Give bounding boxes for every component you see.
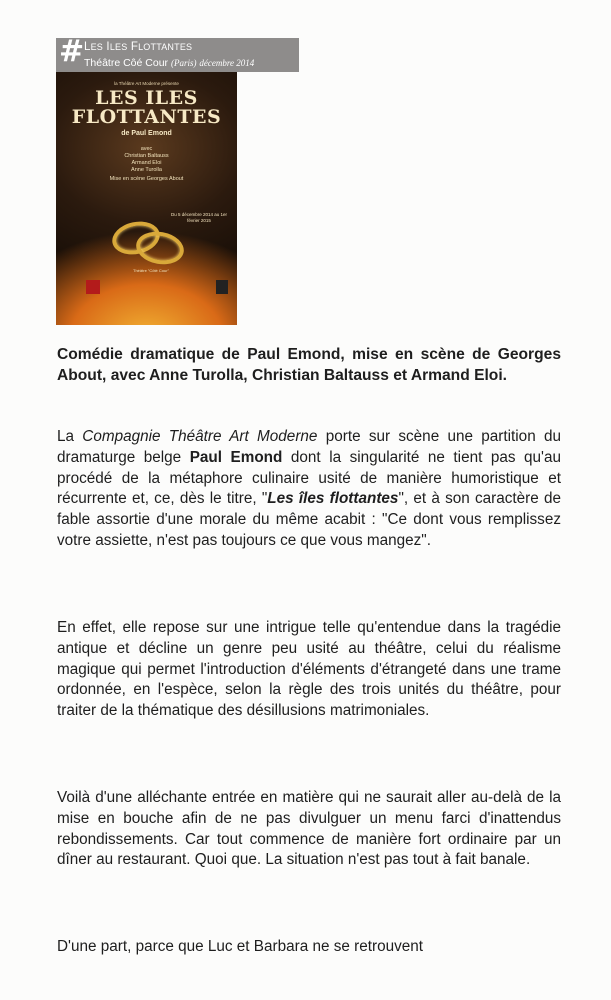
article-paragraph-2: En effet, elle repose sur une intrigue telle qu'entendue dans la tragédie antique et décline un genre peu usité au théâtre, celui du réalisme magique qui permet l'introduction d'éléments d'étrangeté dans une trame ordonnée, en l'espèce, selon la règle des trois unités du théâtre, pour traiter de la thématique des désillusions matrimoniales. — [57, 619, 561, 720]
header-banner — [56, 38, 299, 72]
article-paragraph-3: Voilà d'une alléchante entrée en matière qui ne saurait aller au-delà de la mise en bouche afin de ne pas divulguer un menu farci d'inattendus rebondissements. Car tout commence de manière fort ordinaire par un dîner au restaurant. Quoi que. La situation n'est pas tout à fait banale. — [57, 789, 561, 869]
show-date: décembre 2014 — [199, 58, 255, 68]
poster-venue: Théâtre "Côté Cour" — [133, 268, 169, 273]
show-poster — [56, 72, 237, 325]
venue-name: Théâtre Côé Cour — [84, 57, 169, 69]
poster-cast: avec Christian Baltauss Armand Eloi Anne Turolla Mise en scène Georges About — [109, 146, 184, 182]
poster-author: de Paul Emond — [121, 130, 172, 137]
poster-dates: Du 5 décembre 2014 au 1er février 2015 — [170, 212, 228, 223]
venue-city: (Paris) — [170, 58, 197, 68]
article-lead: Comédie dramatique de Paul Emond, mise en scène de Georges About, avec Anne Turolla, Christian Baltauss et Armand Eloi. — [57, 346, 561, 384]
poster-title: LES ILES FLOTTANTES — [71, 87, 222, 128]
show-title: LES ILES FLOTTANTES — [84, 41, 193, 53]
festival-logo — [86, 280, 100, 294]
article-paragraph-4: D'une part, parce que Luc et Barbara ne se retrouvent — [57, 938, 424, 955]
poster-presents: la Théâtre Art Moderne présente — [114, 81, 179, 86]
article-paragraph-1: La Compagnie Théâtre Art Moderne porte sur scène une partition du dramaturge belge Paul Emond dont la singularité ne tient pas qu'au procédé de la métaphore culinaire usité de manière humoristique et récurrente et, ce, dès le titre, "Les îles flottantes", et à son caractère de fable assortie d'une morale du même acabit : "Ce dont vous remplissez votre assiette, n'est pas toujours ce que vous mangez". — [57, 428, 561, 549]
show-venue-line — [84, 57, 254, 69]
hash-icon: # — [59, 38, 85, 69]
theatre-logo — [216, 280, 228, 294]
